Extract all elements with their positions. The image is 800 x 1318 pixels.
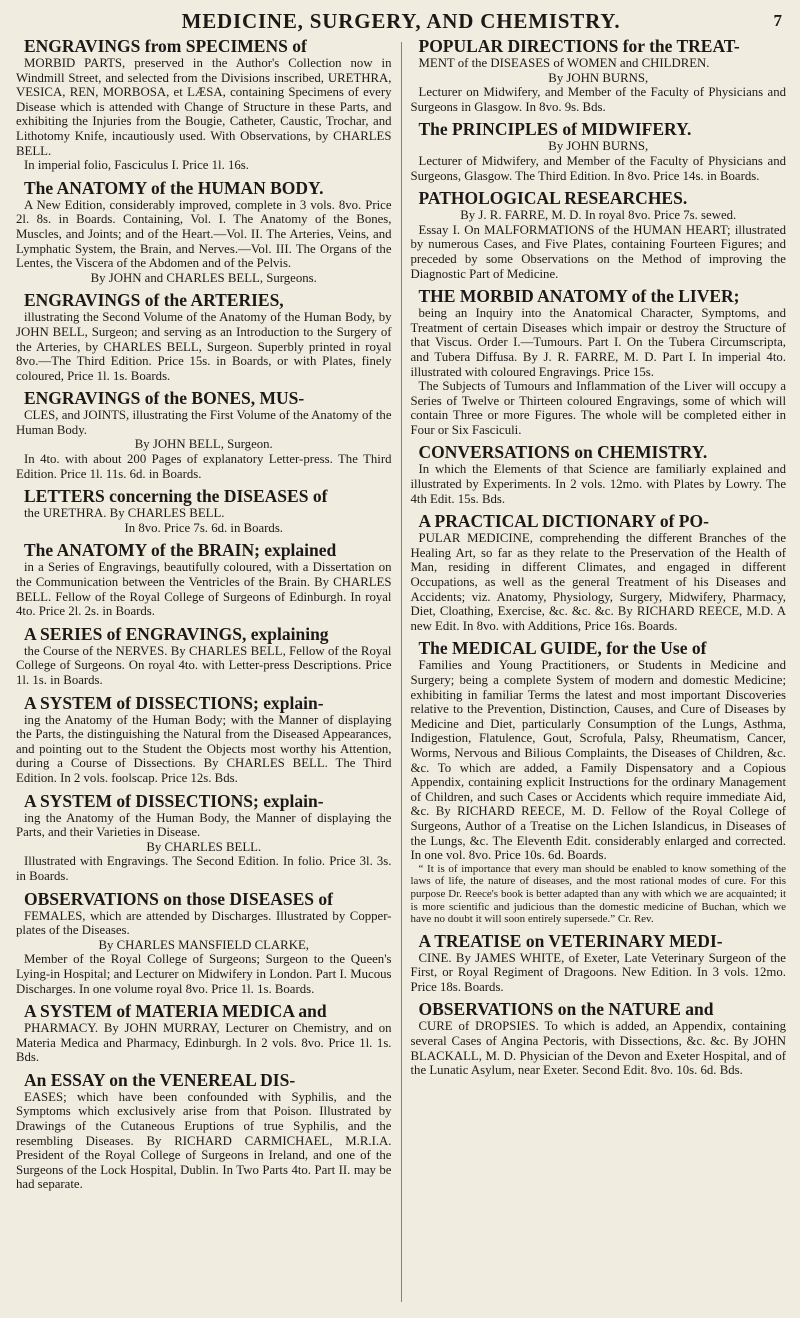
advert-title: CONVERSATIONS on CHEMISTRY.: [418, 442, 708, 463]
book-advert: [16, 791, 392, 884]
advert-body: MENT of the DISEASES of WOMEN and CHILDREN.: [418, 56, 710, 70]
advert-title: LETTERS concerning the DISEASES of: [24, 486, 328, 507]
page-number: 7: [773, 11, 782, 30]
book-advert: [411, 638, 787, 925]
advert-title: OBSERVATIONS on the NATURE and: [418, 999, 714, 1020]
advert-title: The PRINCIPLES of MIDWIFERY.: [418, 119, 692, 140]
book-advert: [16, 693, 392, 786]
advert-body: MORBID PARTS, preserved in the Author's Collection now in Windmill Street, and selected from the Divisions inscribed, URETHRA, VESICA, REN, MORBOSA, et LÆSA, containing Specimens of every Disease which is attended with Change of Structure in these Parts, and exhibiting the Injuries from the Bougie, Catheter, Caustic, Trochar, and Lithotomy Knife, incautiously used. With Observations, by CHARLES BELL.: [16, 56, 392, 158]
book-advert: [16, 1070, 392, 1192]
advert-byline: By JOHN BURNS,: [548, 139, 649, 154]
columns: [16, 36, 786, 1302]
advert-byline: By J. R. FARRE, M. D. In royal 8vo. Price 7s. sewed.: [460, 208, 737, 223]
advert-body: A New Edition, considerably improved, complete in 3 vols. 8vo. Price 2l. 8s. in Boards. Containing, Vol. I. The Anatomy of the Bones, Muscles, and Joints; and of the Heart.—Vol. II. The Arteries, Veins, and Lymphatic System, the Brain, and Nerves.—Vol. III. The Organs of the Lentes, the Viscera of the Abdomen and of the Pelvis.: [16, 197, 392, 271]
advert-title: ENGRAVINGS of the BONES, MUS-: [24, 388, 305, 409]
book-advert: [411, 442, 787, 506]
advert-body: CURE of DROPSIES. To which is added, an Appendix, containing several Cases of Angina Pectoris, with Dissections, &c. &c. By JOHN BLACKALL, M. D. Physician of the Devon and Exeter Hospital, and of the Lunatic Asylum, near Exeter. Second Edit. 8vo. 10s. 6d. Bds.: [410, 1019, 786, 1078]
advert-byline: In 8vo. Price 7s. 6d. in Boards.: [124, 520, 284, 535]
advert-body: In which the Elements of that Science are familiarly explained and illustrated by Experiments. In 2 vols. 12mo. with Plates by Lowry. The 4th Edit. 15s. Bds.: [410, 462, 786, 506]
advert-title: A SYSTEM of MATERIA MEDICA and: [24, 1001, 327, 1022]
advert-title: A SYSTEM of DISSECTIONS; explain-: [24, 790, 324, 811]
advert-title: THE MORBID ANATOMY of the LIVER;: [418, 286, 740, 307]
book-advert: [411, 188, 787, 281]
advert-title: A SYSTEM of DISSECTIONS; explain-: [24, 692, 324, 713]
advert-body: PULAR MEDICINE, comprehending the different Branches of the Healing Art, so far as they relate to the Preservation of the Health of Man, residing in different Climates, and engaged in different Occupations, as well as the general Treatment of his Diseases and Accidents; viz. Anatomy, Physiology, Surgery, Midwifery, Pharmacy, Diet, Cloathing, Exercise, &c. &c. &c. By RICHARD REECE, M.D. A new Edit. In 8vo. with Additions, Price 16s. Boards.: [410, 531, 786, 633]
book-advert: [411, 286, 787, 437]
page-header: [16, 8, 786, 34]
advert-body: EASES; which have been confounded with Syphilis, and the Symptoms which exclusively arise from that Poison. Illustrated by Drawings of the Cutaneous Eruptions of true Syphilis, and the resembling Diseases. By RICHARD CARMICHAEL, M.R.I.A. President of the Royal College of Surgeons in Ireland, and one of the Surgeons of the Lock Hospital, Dublin. In Two Parts 4to. Part II. may be had separate.: [16, 1089, 392, 1192]
advert-body: ing the Anatomy of the Human Body; with the Manner of displaying the Parts, the distinguishing the Natural from the Diseased Appearances, and pointing out to the Student the Objects most worthy his Attention, during a Course of Dissections. By CHARLES BELL. The Third Edition. In 2 vols. foolscap. Price 12s. Bds.: [16, 712, 392, 785]
advert-title: The ANATOMY of the HUMAN BODY.: [24, 177, 324, 198]
book-advert: [16, 889, 392, 997]
advert-byline: By JOHN and CHARLES BELL, Surgeons.: [90, 270, 317, 285]
advert-body: the Course of the NERVES. By CHARLES BELL, Fellow of the Royal College of Surgeons. On royal 4to. with Letter-press Descriptions. Price 1l. 1s. in Boards.: [16, 643, 392, 687]
book-advert: [16, 624, 392, 688]
advert-details: The Subjects of Tumours and Inflammation of the Liver will occupy a Series of Twelve or Thirteen coloured Engravings, some of which will contain Three or more Figures. The whole will be completed either in Four or Six Fasciculi.: [410, 379, 786, 437]
book-advert: [411, 931, 787, 995]
book-advert: [411, 511, 787, 633]
advert-body: FEMALES, which are attended by Discharges. Illustrated by Copper-plates of the Diseases.: [16, 908, 392, 938]
advert-title: The ANATOMY of the BRAIN; explained: [24, 540, 337, 561]
book-advert: [16, 540, 392, 618]
advert-title: OBSERVATIONS on those DISEASES of: [24, 888, 333, 909]
advert-body: being an Inquiry into the Anatomical Character, Symptoms, and Treatment of certain Diseases which impair or destroy the Structure of that Viscus. Order I.—Tumours. Part I. On the Tubera Circumscripta, and Tubera Diffusa. By J. R. FARRE, M. D. Part I. In imperial 4to. illustrated with coloured Engravings. Price 15s.: [410, 306, 786, 379]
right-column: [402, 36, 787, 1302]
advert-details: In imperial folio, Fasciculus I. Price 1l. 16s.: [24, 158, 249, 173]
advert-title: A SERIES of ENGRAVINGS, explaining: [24, 623, 329, 644]
book-advert: [16, 388, 392, 481]
advert-details: Essay I. On MALFORMATIONS of the HUMAN HEART; illustrated by numerous Cases, and Five Plates, containing Fourteen Figures; and preceded by some Observations on the Method of improving the Diagnostic Part of Medicine.: [410, 222, 786, 281]
left-column: [16, 36, 401, 1302]
advert-title: The MEDICAL GUIDE, for the Use of: [418, 638, 707, 659]
book-advert: [411, 999, 787, 1077]
advert-title: A PRACTICAL DICTIONARY of PO-: [418, 511, 709, 532]
advert-title: POPULAR DIRECTIONS for the TREAT-: [418, 36, 740, 56]
book-advert: [16, 1001, 392, 1065]
advert-body: in a Series of Engravings, beautifully coloured, with a Dissertation on the Communication between the Ventricles of the Brain. By CHARLES BELL. Fellow of the Royal College of Surgeons of Edinburgh. In royal 4to. Price 2l. 2s. in Boards.: [16, 560, 392, 619]
advert-body: the URETHRA. By CHARLES BELL.: [24, 506, 225, 521]
advert-title: PATHOLOGICAL RESEARCHES.: [418, 188, 688, 209]
book-advert: [16, 486, 392, 535]
advert-details: Lecturer of Midwifery, and Member of the Faculty of Physicians and Surgeons, Glasgow. The Third Edition. In 8vo. Price 14s. in Boards.: [410, 153, 786, 183]
advert-byline: By JOHN BURNS,: [548, 70, 649, 85]
book-advert: [16, 178, 392, 286]
advert-details: Lecturer on Midwifery, and Member of the Faculty of Physicians and Surgeons in Glasgow. In 8vo. 9s. Bds.: [410, 85, 786, 114]
advert-byline: By CHARLES BELL.: [146, 839, 262, 854]
book-advert: [16, 36, 392, 173]
advert-details: Member of the Royal College of Surgeons; Surgeon to the Queen's Lying-in Hospital; and Lecturer on Midwifery in London. Part I. Mucous Discharges. In one volume royal 8vo. Price 1l. 1s. Boards.: [16, 952, 392, 996]
advert-details: In 4to. with about 200 Pages of explanatory Letter-press. The Third Edition. Price 1l. 11s. 6d. in Boards.: [16, 452, 392, 481]
advert-review-quote: “ It is of importance that every man should be enabled to know something of the laws of life, the nature of diseases, and the most rational modes of cure. For this purpose Dr. Reece's book is better adapted than any with which we are acquainted; it is more scientific and judicious than the domestic medicine of Buchan, which we have no doubt it will soon entirely supersede.” Cr. Rev.: [410, 862, 786, 926]
book-advert: [411, 36, 787, 114]
book-advert: [16, 290, 392, 383]
advert-body: illustrating the Second Volume of the Anatomy of the Human Body, by JOHN BELL, Surgeon; and serving as an Introduction to the Surgery of the Arteries, by CHARLES BELL, Surgeon. Superbly printed in royal 8vo.—The Third Edition. Price 15s. in Boards, or with Plates, finely coloured, Price 1l. 1s. Boards.: [16, 310, 392, 383]
advert-title: An ESSAY on the VENEREAL DIS-: [24, 1069, 296, 1090]
advert-body: PHARMACY. By JOHN MURRAY, Lecturer on Chemistry, and on Materia Medica and Pharmacy, Edinburgh. In 2 vols. 8vo. Price 1l. 1s. Bds.: [16, 1021, 392, 1065]
advert-body: Families and Young Practitioners, or Students in Medicine and Surgery; being a complete System of modern and domestic Medicine; exhibiting in familiar Terms the latest and most important Discoveries relative to the Prevention, Distinction, Causes, and Cure of Diseases by Medicine and Diet, particularly Consumption of the Lungs, Asthma, Indigestion, Flatulence, Gout, Scrofula, Palsy, Rheumatism, Cancer, Worms, Nervous and Bilious Complaints, the Diseases of Children, &c. &c. To which are added, a Family Dispensatory and a Copious Appendix, containing explicit Instructions for the ordinary Management of Children, and such Cases or Accidents which require immediate Aid, &c. By RICHARD REECE, M. D. Fellow of the Royal College of Surgeons, Author of a Treatise on the Lichen Islandicus, in Diseases of the Lungs, &c. The Eleventh Edit. considerably enlarged and corrected. In one vol. 8vo. Price 10s. 6d. Boards.: [410, 658, 786, 863]
advert-body: CINE. By JAMES WHITE, of Exeter, Late Veterinary Surgeon of the First, or Royal Regiment of Dragoons. New Edition. In 3 vols. 12mo. Price 18s. Boards.: [410, 950, 786, 994]
advert-byline: By JOHN BELL, Surgeon.: [134, 437, 273, 452]
book-advert: [411, 119, 787, 183]
advert-details: Illustrated with Engravings. The Second Edition. In folio. Price 3l. 3s. in Boards.: [16, 854, 392, 883]
advert-body: CLES, and JOINTS, illustrating the First Volume of the Anatomy of the Human Body.: [16, 408, 392, 437]
advert-body: ing the Anatomy of the Human Body, the Manner of displaying the Parts, and their Varieties in Disease.: [16, 810, 392, 840]
running-head: MEDICINE, SURGERY, AND CHEMISTRY.: [181, 9, 621, 33]
advert-title: ENGRAVINGS of the ARTERIES,: [24, 290, 284, 311]
advert-title: A TREATISE on VETERINARY MEDI-: [418, 930, 723, 951]
advert-byline: By CHARLES MANSFIELD CLARKE,: [98, 937, 309, 952]
advert-title: ENGRAVINGS from SPECIMENS of: [24, 36, 307, 56]
